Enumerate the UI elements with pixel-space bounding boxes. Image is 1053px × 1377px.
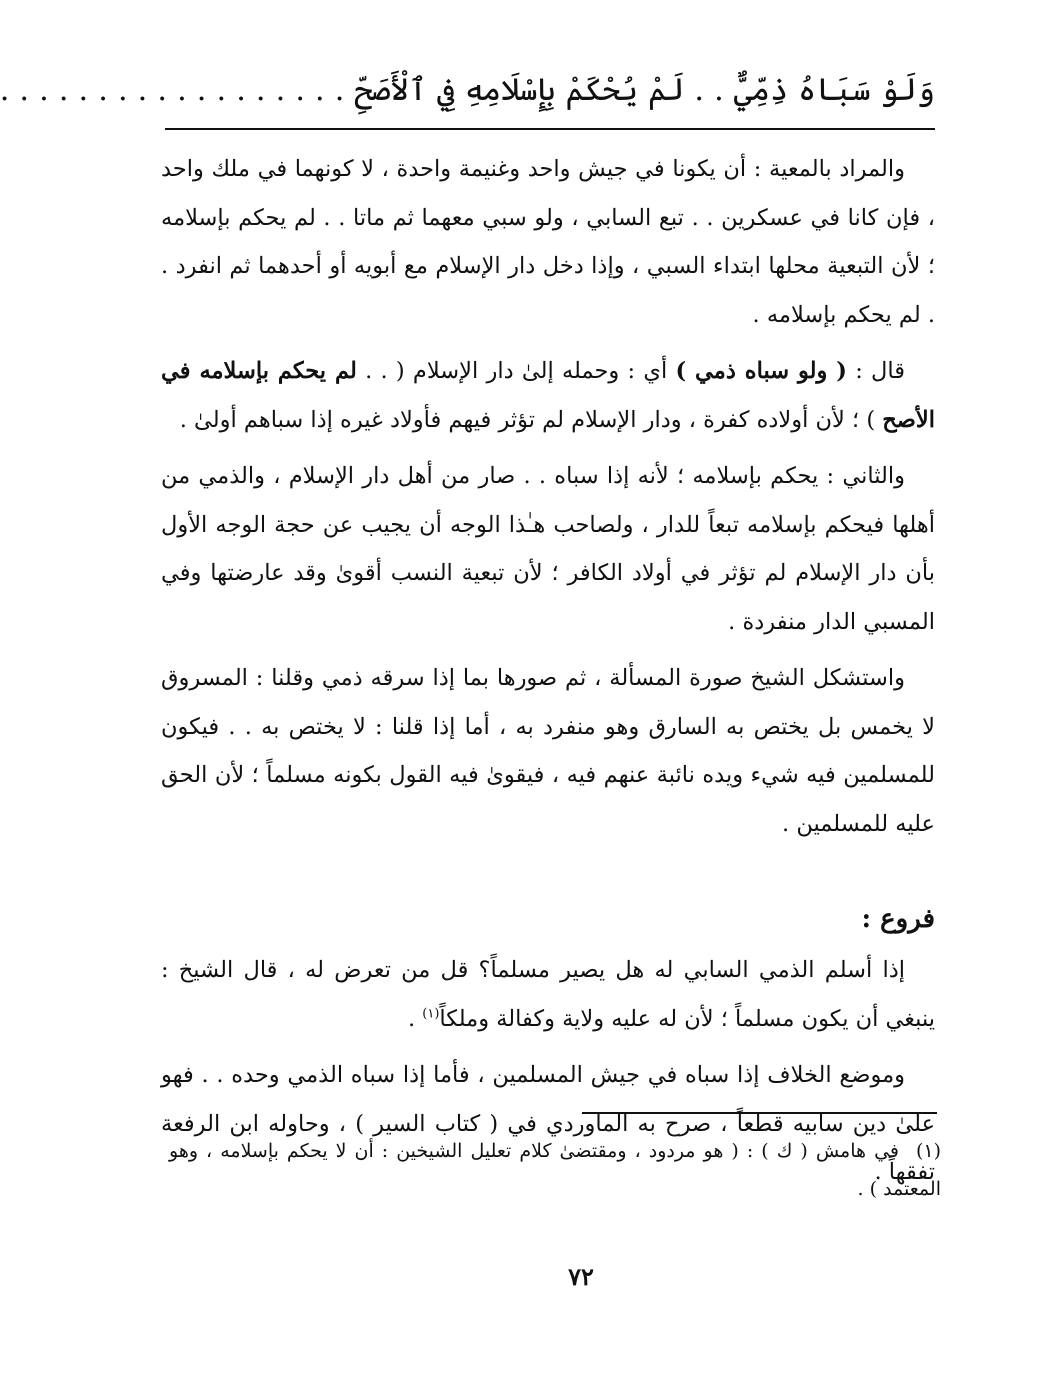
paragraph-2	[161, 347, 935, 444]
footnote-rule	[582, 1112, 937, 1114]
body-text	[161, 145, 935, 1205]
section-heading: فروع :	[861, 904, 935, 934]
quoted-matn-2: لم يحكم بإسلامه في الأصح	[161, 358, 935, 433]
branch-paragraph-1-text: إذا أسلم الذمي السابي له هل يصير مسلماً؟ قل من تعرض له ، قال الشيخ : ينبغي أن يكون مسلماً ؛ لأن له عليه ولاية وكفالة وملكاً	[161, 957, 935, 1032]
footnote-text: في هامش ( ك ) : ( هو مردود ، ومقتضىٰ كلام تعليل الشيخين : أن لا يحكم بإسلامه ، وهو المعتمد ) .	[169, 1140, 941, 1200]
page-number: ٧٢	[568, 1262, 594, 1291]
branch-paragraph-1	[161, 946, 935, 1043]
header-rule	[165, 128, 935, 130]
footnote-number: (١)	[915, 1140, 941, 1162]
running-header: وَلَوْ سَبَاهُ ذِمِّيٌّ . . لَمْ يُحْكَمْ بِإِسْلَامِهِ فِي ٱلْأَصَحِّ . . . . . . . . . . . . . . . . . .	[0, 72, 935, 108]
footnotes	[169, 1132, 941, 1208]
branch-paragraph-1-end: .	[407, 1005, 423, 1032]
footnote-reference[interactable]: (١)	[422, 1006, 440, 1021]
paragraph-1: والمراد بالمعية : أن يكونا في جيش واحد وغنيمة واحدة ، لا كونهما في ملك واحد ، فإن كانا في عسكرين . . تبع السابي ، ولو سبي معهما ثم ماتا . . لم يحكم بإسلامه ؛ لأن التبعية محلها ابتداء السبي ، وإذا دخل دار الإسلام مع أبويه أو أحدهما ثم انفرد . . لم يحكم بإسلامه .	[161, 156, 935, 328]
paragraph-4: واستشكل الشيخ صورة المسألة ، ثم صورها بما إذا سرقه ذمي وقلنا : المسروق لا يخمس بل يختص به السارق وهو منفرد به ، أما إذا قلنا : لا يختص به . . فيكون للمسلمين فيه شيء ويده نائبة عنهم فيه ، فيقوىٰ فيه القول بكونه مسلماً ؛ لأن الحق عليه للمسلمين .	[161, 665, 935, 837]
branch-paragraph-2: وموضع الخلاف إذا سباه في جيش المسلمين ، فأما إذا سباه الذمي وحده . . فهو علىٰ دين سابيه قطعاً ، صرح به الماوردي في ( كتاب السير ) ، وحاوله ابن الرفعة تفقهاً .	[161, 1062, 935, 1185]
quoted-matn-1: ( ولو سباه ذمي )	[675, 358, 847, 384]
paragraph-2-middle: أي : وحمله إلىٰ دار الإسلام ( . .	[356, 358, 676, 384]
paragraph-2-prefix: قال :	[846, 358, 905, 384]
paragraph-2-suffix: ) ؛ لأن أولاده كفرة ، ودار الإسلام لم تؤثر فيهم فأولاد غيره إذا سباهم أولىٰ .	[179, 406, 883, 433]
footnote-1	[169, 1132, 941, 1208]
paragraph-3: والثاني : يحكم بإسلامه ؛ لأنه إذا سباه . . صار من أهل دار الإسلام ، والذمي من أهلها فيحكم بإسلامه تبعاً للدار ، ولصاحب هـٰذا الوجه أن يجيب عن حجة الوجه الأول بأن دار الإسلام لم تؤثر في أولاد الكافر ؛ لأن تبعية النسب أقوىٰ وقد عارضتها وفي المسبي الدار منفردة .	[161, 463, 935, 635]
